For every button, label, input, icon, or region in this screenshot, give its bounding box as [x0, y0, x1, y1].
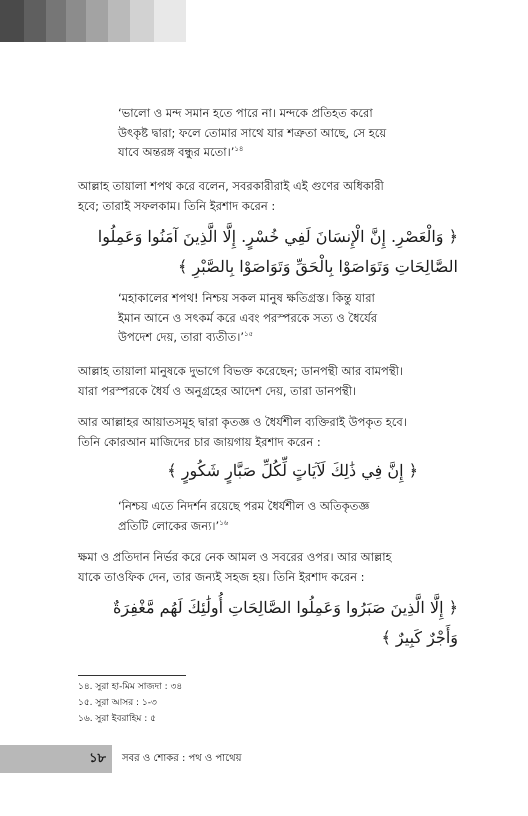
footnote-ref: ১৬	[219, 518, 229, 527]
text-line-content: প্রতিটি লোকের জন্য।’	[118, 518, 220, 533]
strip-block	[66, 0, 86, 42]
arabic-verse-3	[68, 593, 458, 653]
text-line: যারা পরস্পরকে ধৈর্য ও অনুগ্রহের আদেশ দেয়, তারা ডানপন্থী।	[78, 384, 357, 398]
text-line: হবে; তারাই সফলকাম। তিনি ইরশাদ করেন :	[78, 199, 276, 213]
strip-block	[46, 0, 66, 42]
text-line: তিনি কোরআন মাজিদের চার জায়গায় ইরশাদ করেন :	[78, 435, 321, 449]
strip-block	[86, 0, 108, 42]
arabic-line: الصَّالِحَاتِ وَتَوَاصَوْا بِالْحَقِّ وَتَوَاصَوْا بِالصَّبْرِ ﴾	[178, 257, 458, 276]
text-line: ‘নিশ্চয় এতে নিদর্শন রয়েছে পরম ধৈর্যশীল ও অতিকৃতজ্ঞ	[118, 499, 370, 513]
text-line: ইমান আনে ও সৎকর্ম করে এবং পরস্পরকে সত্য ও ধৈর্যের	[118, 310, 378, 325]
text-line	[118, 517, 460, 537]
arabic-line: ﴿ وَالْعَصْرِ. إِنَّ الْإِنسَانَ لَفِي خُسْرٍ. إِلَّا الَّذِينَ آمَنُوا وَعَمِلُوا	[97, 227, 458, 246]
text-line: আল্লাহ তায়ালা শপথ করে বলেন, সবরকারীরাই এই গুণের অধিকারী	[78, 179, 384, 193]
text-line: উৎকৃষ্ট দ্বারা; ফলে তোমার সাথে যার শত্রুতা আছে, সে হয়ে	[118, 125, 387, 140]
text-line: ‘মহাকালের শপথ! নিশ্চয় সকল মানুষ ক্ষতিগ্রস্ত। কিন্তু যারা	[118, 291, 375, 305]
quote-block-2	[118, 289, 460, 348]
footnote-2: ১৫. সুরা আসর : ১-৩	[78, 698, 157, 708]
strip-block	[108, 0, 130, 42]
footnote-divider	[78, 675, 186, 676]
arabic-line: وَأَجْرٌ كَبِيرٌ ﴾	[381, 628, 458, 647]
strip-block	[154, 0, 186, 42]
text-line-content: যাবে অন্তরঙ্গ বন্ধুর মতো।’	[118, 145, 235, 159]
paragraph-4	[78, 547, 460, 587]
text-line: ‘ভালো ও মন্দ সমান হতে পারে না। মন্দকে প্রতিহত করো	[118, 106, 373, 120]
paragraph-3	[78, 412, 460, 452]
paragraph-1	[78, 176, 460, 216]
footnote-ref: ১৪	[234, 145, 244, 154]
text-line: আল্লাহ তায়ালা মানুষকে দুভাগে বিভক্ত করেছেন; ডানপন্থী আর বামপন্থী।	[78, 364, 404, 378]
footnote-1: ১৪. সুরা হা-মিম সাজদা : ৩৪	[78, 682, 183, 692]
arabic-line: ﴿ إِلَّا الَّذِينَ صَبَرُوا وَعَمِلُوا الصَّالِحَاتِ أُولَٰئِكَ لَهُم مَّغْفِرَةٌ	[113, 598, 458, 617]
arabic-verse-2	[98, 456, 418, 486]
page-footer	[0, 745, 528, 773]
strip-block	[130, 0, 154, 42]
arabic-line: ﴿ إِنَّ فِي ذَٰلِكَ لَآيَاتٍ لِّكُلِّ صَبَّارٍ شَكُورٍ ﴾	[167, 461, 418, 480]
running-title: সবর ও শোকর : পথ ও পাথেয়	[122, 752, 242, 764]
text-line: যাকে তাওফিক দেন, তার জন্যই সহজ হয়। তিনি ইরশাদ করেন :	[78, 570, 365, 584]
text-line	[118, 143, 460, 163]
text-line	[118, 328, 460, 348]
paragraph-2	[78, 361, 460, 401]
text-line-content: উপদেশ দেয়, তারা ব্যতীত।’	[118, 330, 245, 344]
page-number: ১৮	[0, 745, 112, 773]
text-line: আর আল্লাহর আয়াতসমূহ দ্বারা কৃতজ্ঞ ও ধৈর্যশীল ব্যক্তিরাই উপকৃত হবে।	[78, 415, 407, 429]
text-line: ক্ষমা ও প্রতিদান নির্ভর করে নেক আমল ও সবরের ওপর। আর আল্লাহ	[78, 550, 392, 564]
arabic-verse-1	[68, 222, 458, 282]
footnote-3: ১৬. সুরা ইবরাহিম : ৫	[78, 714, 156, 724]
footnote-ref: ১৫	[244, 330, 254, 339]
quote-block-3	[118, 497, 460, 536]
quote-block-1	[118, 104, 460, 163]
header-decorative-strip	[0, 0, 186, 42]
strip-block	[0, 0, 24, 42]
strip-block	[24, 0, 46, 42]
